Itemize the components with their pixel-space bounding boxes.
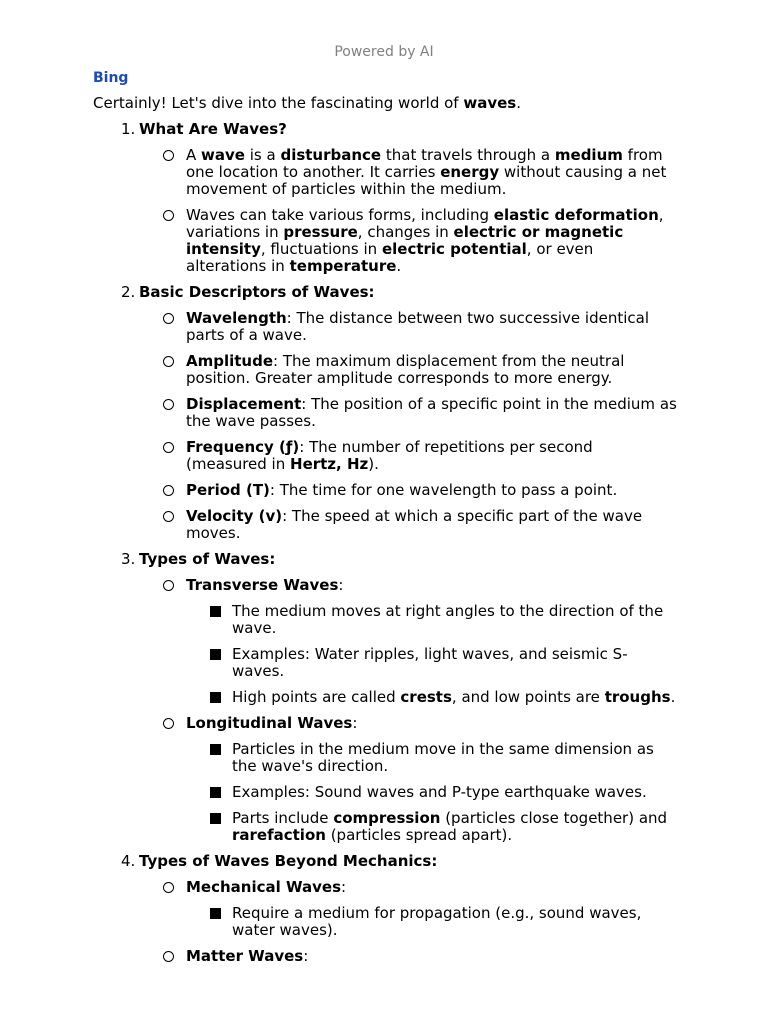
intro-text: Certainly! Let's dive into the fascinating world of waves. bbox=[93, 94, 521, 112]
answer-content bbox=[0, 121, 768, 974]
sub-list-item: The medium moves at right angles to the direction of the wave. bbox=[0, 603, 768, 637]
square-bullet-icon bbox=[210, 649, 221, 660]
list-item: Mechanical Waves: bbox=[0, 879, 768, 896]
circle-bullet-icon bbox=[163, 150, 174, 161]
circle-bullet-icon bbox=[163, 399, 174, 410]
square-bullet-icon bbox=[210, 744, 221, 755]
section-heading: 1. What Are Waves? bbox=[121, 120, 287, 138]
sub-list-item: Examples: Water ripples, light waves, and seismic S-waves. bbox=[0, 646, 768, 680]
square-bullet-icon bbox=[210, 787, 221, 798]
list-item: Period (T): The time for one wavelength to pass a point. bbox=[0, 482, 768, 499]
square-bullet-icon bbox=[210, 908, 221, 919]
list-item: A wave is a disturbance that travels through a medium from one location to another. It carries energy without causing a net movement of particles within the medium. bbox=[0, 147, 768, 198]
list-item: Frequency (ƒ): The number of repetitions per second (measured in Hertz, Hz). bbox=[0, 439, 768, 473]
list-item: Waves can take various forms, including elastic deformation, variations in pressure, changes in electric or magnetic intensity, fluctuations in electric potential, or even alterations in temperature. bbox=[0, 207, 768, 275]
section-heading: 3. Types of Waves: bbox=[121, 550, 276, 568]
circle-bullet-icon bbox=[163, 718, 174, 729]
sub-list-item: Require a medium for propagation (e.g., sound waves, water waves). bbox=[0, 905, 768, 939]
list-item: Transverse Waves: bbox=[0, 577, 768, 594]
circle-bullet-icon bbox=[163, 210, 174, 221]
square-bullet-icon bbox=[210, 692, 221, 703]
section-heading: 2. Basic Descriptors of Waves: bbox=[121, 283, 375, 301]
brand-name: Bing bbox=[93, 70, 129, 86]
circle-bullet-icon bbox=[163, 580, 174, 591]
list-item: Velocity (v): The speed at which a specific part of the wave moves. bbox=[0, 508, 768, 542]
circle-bullet-icon bbox=[163, 882, 174, 893]
powered-by-label: Powered by AI bbox=[334, 44, 434, 60]
list-item: Displacement: The position of a specific point in the medium as the wave passes. bbox=[0, 396, 768, 430]
sub-list-item: Examples: Sound waves and P-type earthquake waves. bbox=[0, 784, 768, 801]
circle-bullet-icon bbox=[163, 313, 174, 324]
section-heading: 4. Types of Waves Beyond Mechanics: bbox=[121, 852, 438, 870]
circle-bullet-icon bbox=[163, 511, 174, 522]
list-item: Wavelength: The distance between two successive identical parts of a wave. bbox=[0, 310, 768, 344]
circle-bullet-icon bbox=[163, 442, 174, 453]
square-bullet-icon bbox=[210, 606, 221, 617]
sub-list-item: Parts include compression (particles close together) and rarefaction (particles spread apart). bbox=[0, 810, 768, 844]
list-item: Amplitude: The maximum displacement from the neutral position. Greater amplitude corresponds to more energy. bbox=[0, 353, 768, 387]
list-item: Longitudinal Waves: bbox=[0, 715, 768, 732]
list-item: Matter Waves: bbox=[0, 948, 768, 965]
sub-list-item: High points are called crests, and low points are troughs. bbox=[0, 689, 768, 706]
square-bullet-icon bbox=[210, 813, 221, 824]
circle-bullet-icon bbox=[163, 485, 174, 496]
circle-bullet-icon bbox=[163, 356, 174, 367]
sub-list-item: Particles in the medium move in the same dimension as the wave's direction. bbox=[0, 741, 768, 775]
circle-bullet-icon bbox=[163, 951, 174, 962]
